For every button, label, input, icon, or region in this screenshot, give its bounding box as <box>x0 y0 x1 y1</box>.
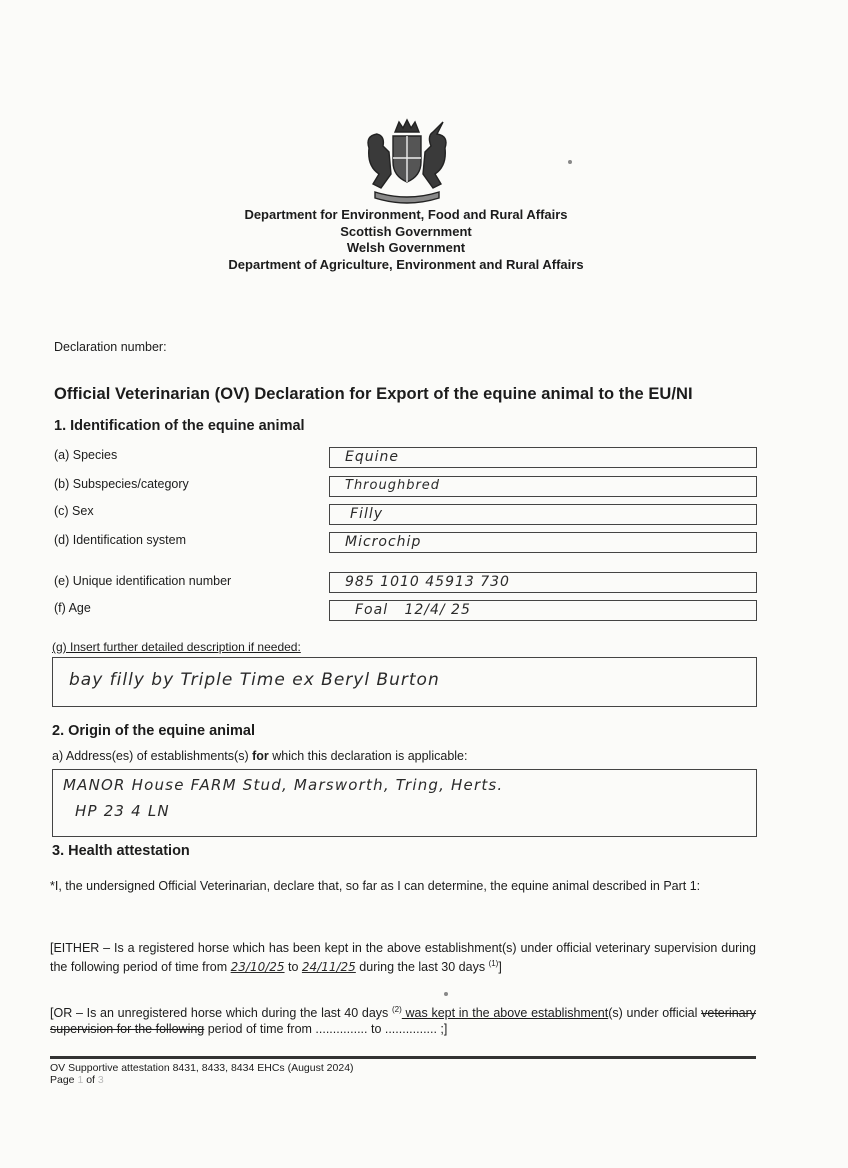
sex-value: Filly <box>350 506 384 522</box>
health-intro: *I, the undersigned Official Veterinarian, declare that, so far as I can determine, the equine animal described in Part 1: <box>50 879 701 893</box>
footer-divider <box>50 1056 756 1059</box>
or-struck-1: was kept in the above establishment <box>401 1006 609 1021</box>
further-description-field[interactable] <box>52 657 757 707</box>
speck <box>444 992 448 996</box>
page-indicator <box>50 1074 354 1086</box>
address-label-pre: a) Address(es) of establishments(s) <box>52 749 253 763</box>
or-footnote: (2) <box>392 1005 402 1014</box>
or-post: period of time from ............... to ............... ;] <box>204 1022 448 1037</box>
sex-label: (c) Sex <box>54 504 94 518</box>
department-name: Department of Agriculture, Environment and Rural Affairs <box>228 256 584 272</box>
sex-field[interactable] <box>329 504 757 525</box>
address-field[interactable] <box>52 769 757 837</box>
species-label: (a) Species <box>54 448 118 462</box>
or-struck-2: veterinary supervision for the following <box>50 1006 757 1037</box>
either-from-date: 23/10/25 <box>230 960 285 975</box>
page-number: 1 <box>77 1074 84 1086</box>
subspecies-label: (b) Subspecies/category <box>54 477 189 491</box>
uid-field[interactable] <box>329 572 757 593</box>
uid-value: 985 1010 45913 730 <box>345 574 510 590</box>
or-clause <box>50 1002 756 1037</box>
speck <box>568 160 572 164</box>
uid-label: (e) Unique identification number <box>54 574 232 588</box>
department-name: Welsh Government <box>346 240 466 255</box>
or-text: [OR – Is an unregistered horse which during the last 40 days <box>50 1006 392 1021</box>
royal-coat-of-arms-icon <box>355 118 460 206</box>
species-field[interactable] <box>329 447 757 468</box>
address-label <box>52 749 467 763</box>
further-description-label-text: (g) Insert further detailed description if needed: <box>52 640 301 654</box>
age-label: (f) Age <box>54 601 91 615</box>
page-word: Page <box>50 1074 78 1086</box>
subspecies-field[interactable] <box>329 476 757 497</box>
address-line1: MANOR House FARM Stud, Marsworth, Tring, Herts. <box>63 776 504 794</box>
department-name: Scottish Government <box>340 223 472 239</box>
species-value: Equine <box>345 449 399 465</box>
page-total: 3 <box>97 1074 104 1086</box>
either-to-word: to <box>284 960 302 975</box>
footer <box>50 1062 354 1086</box>
either-text: [EITHER – Is a registered horse which has been kept in the above establishment(s) under official veterinary supervision during the following period of time from <box>50 941 756 975</box>
age-field[interactable] <box>329 600 757 621</box>
section2-heading: 2. Origin of the equine animal <box>52 723 256 739</box>
either-clause <box>50 940 756 975</box>
footer-attestation: OV Supportive attestation 8431, 8433, 8434 EHCs (August 2024) <box>50 1062 354 1074</box>
declaration-number-label: Declaration number: <box>54 340 167 354</box>
identification-system-field[interactable] <box>329 532 757 553</box>
subspecies-value: Throughbred <box>345 478 441 493</box>
section1-heading: 1. Identification of the equine animal <box>54 418 305 434</box>
identification-system-label: (d) Identification system <box>54 533 186 547</box>
further-description-value: bay filly by Triple Time ex Beryl Burton <box>69 670 440 690</box>
or-mid: (s) under official <box>608 1006 702 1021</box>
either-post: during the last 30 days <box>355 960 489 975</box>
address-line2: HP 23 4 LN <box>75 802 170 820</box>
section3-heading: 3. Health attestation <box>52 843 190 859</box>
further-description-label <box>52 640 301 654</box>
age-value: Foal 12/4/ 25 <box>355 602 471 618</box>
page-title: Official Veterinarian (OV) Declaration for Export of the equine animal to the EU/NI <box>54 385 693 403</box>
either-end: ] <box>498 960 502 975</box>
department-header <box>0 207 812 273</box>
either-to-date: 24/11/25 <box>301 960 356 975</box>
identification-system-value: Microchip <box>345 534 422 550</box>
either-footnote: (1) <box>488 959 499 968</box>
of-word: of <box>83 1074 98 1086</box>
address-label-post: which this declaration is applicable: <box>268 749 468 763</box>
department-name: Department for Environment, Food and Rural Affairs <box>244 207 568 222</box>
address-label-bold: for <box>252 749 269 763</box>
